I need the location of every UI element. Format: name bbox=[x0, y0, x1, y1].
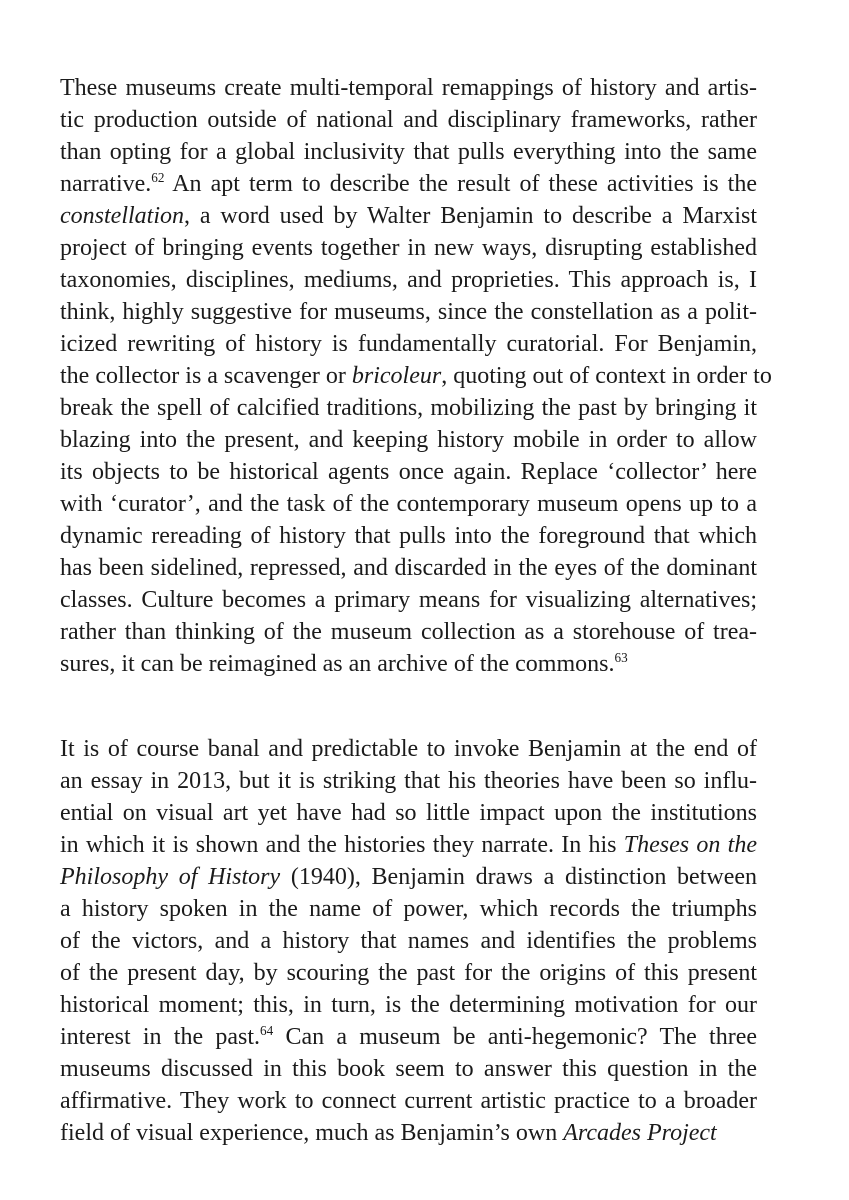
text-segment: of the present day, by scouring the past for the origins of this present bbox=[60, 960, 757, 986]
text-segment: the collector is a scavenger or bbox=[60, 363, 352, 389]
text-line bbox=[60, 893, 757, 925]
text-segment: than opting for a global inclusivity that pulls everything into the same bbox=[60, 139, 757, 165]
text-segment: blazing into the present, and keeping history mobile in order to allow bbox=[60, 427, 757, 453]
text-segment: affirmative. They work to connect current artistic practice to a broader bbox=[60, 1088, 757, 1114]
text-line bbox=[60, 765, 757, 797]
text-line bbox=[60, 584, 757, 616]
text-segment: tic production outside of national and disciplinary frameworks, rather bbox=[60, 107, 757, 133]
text-segment: ential on visual art yet have had so little impact upon the institutions bbox=[60, 800, 757, 826]
text-line bbox=[60, 989, 757, 1021]
text-segment: , a word used by Walter Benjamin to describe a Marxist bbox=[183, 203, 757, 229]
text-line bbox=[60, 264, 757, 296]
text-line bbox=[60, 616, 757, 648]
text-segment: break the spell of calcified traditions, mobilizing the past by bringing it bbox=[60, 395, 757, 421]
text-line bbox=[60, 136, 757, 168]
text-segment: sures, it can be reimagined as an archive of the commons. bbox=[60, 651, 615, 677]
text-segment: historical moment; this, in turn, is the determining motivation for our bbox=[60, 992, 757, 1018]
text-segment: icized rewriting of history is fundamentally curatorial. For Benjamin, bbox=[60, 331, 757, 357]
italic-text: constellation bbox=[60, 203, 184, 229]
text-line bbox=[60, 733, 757, 765]
text-line bbox=[60, 925, 757, 957]
text-segment: of the victors, and a history that names and identifies the problems bbox=[60, 928, 757, 954]
text-segment: in which it is shown and the histories they narrate. In his bbox=[60, 832, 624, 858]
text-line bbox=[60, 424, 757, 456]
text-segment: narrative. bbox=[60, 171, 152, 197]
text-line bbox=[60, 861, 757, 893]
text-segment: It is of course banal and predictable to invoke Benjamin at the end of bbox=[60, 736, 757, 762]
text-line bbox=[60, 520, 757, 552]
text-line bbox=[60, 360, 772, 392]
italic-text: bricoleur bbox=[351, 363, 442, 389]
text-line bbox=[60, 296, 757, 328]
text-line bbox=[60, 104, 757, 136]
italic-text: Arcades Project bbox=[563, 1120, 717, 1146]
text-line bbox=[60, 232, 757, 264]
text-segment: rather than thinking of the museum collection as a storehouse of trea- bbox=[60, 619, 757, 645]
text-line bbox=[60, 1117, 757, 1149]
text-line bbox=[60, 200, 757, 232]
text-line bbox=[60, 392, 757, 424]
text-segment: (1940), Benjamin draws a distinction between bbox=[280, 864, 758, 890]
text-line bbox=[60, 168, 757, 200]
italic-text: Philosophy of History bbox=[60, 864, 281, 890]
text-segment: its objects to be historical agents once again. Replace ‘collector’ here bbox=[60, 459, 757, 485]
text-line bbox=[60, 648, 757, 680]
text-segment: museums discussed in this book seem to answer this question in the bbox=[60, 1056, 757, 1082]
text-segment: think, highly suggestive for museums, since the constellation as a polit- bbox=[60, 299, 757, 325]
text-segment: has been sidelined, repressed, and discarded in the eyes of the dominant bbox=[60, 555, 757, 581]
text-line bbox=[60, 1085, 757, 1117]
text-line bbox=[60, 1053, 757, 1085]
text-line bbox=[60, 1021, 757, 1053]
text-segment: a history spoken in the name of power, which records the triumphs bbox=[60, 896, 757, 922]
text-line bbox=[60, 957, 757, 989]
text-segment: , quoting out of context in order to bbox=[441, 363, 772, 389]
text-line bbox=[60, 456, 757, 488]
text-segment: project of bringing events together in new ways, disrupting established bbox=[60, 235, 757, 261]
footnote-reference: 64 bbox=[260, 1023, 274, 1038]
text-line bbox=[60, 488, 757, 520]
body-paragraph-2 bbox=[60, 733, 757, 1149]
text-segment: These museums create multi-temporal remappings of history and artis- bbox=[60, 75, 757, 101]
text-segment: classes. Culture becomes a primary means for visualizing alternatives; bbox=[60, 587, 757, 613]
text-segment: Can a museum be anti-hegemonic? The three bbox=[273, 1024, 757, 1050]
text-segment: taxonomies, disciplines, mediums, and proprieties. This approach is, I bbox=[60, 267, 757, 293]
footnote-reference: 62 bbox=[151, 170, 165, 185]
text-line bbox=[60, 72, 757, 104]
text-line bbox=[60, 797, 757, 829]
footnote-reference: 63 bbox=[614, 650, 628, 665]
text-segment: an essay in 2013, but it is striking that his theories have been so influ- bbox=[60, 768, 757, 794]
text-segment: field of visual experience, much as Benjamin’s own bbox=[60, 1120, 564, 1146]
text-segment: with ‘curator’, and the task of the contemporary museum opens up to a bbox=[60, 491, 757, 517]
text-line bbox=[60, 552, 757, 584]
text-segment: An apt term to describe the result of these activities is the bbox=[164, 171, 757, 197]
italic-text: Theses on the bbox=[623, 832, 757, 858]
text-line bbox=[60, 328, 757, 360]
text-segment: dynamic rereading of history that pulls into the foreground that which bbox=[60, 523, 757, 549]
text-segment: interest in the past. bbox=[60, 1024, 261, 1050]
text-line bbox=[60, 829, 757, 861]
body-paragraph-1 bbox=[60, 72, 772, 680]
